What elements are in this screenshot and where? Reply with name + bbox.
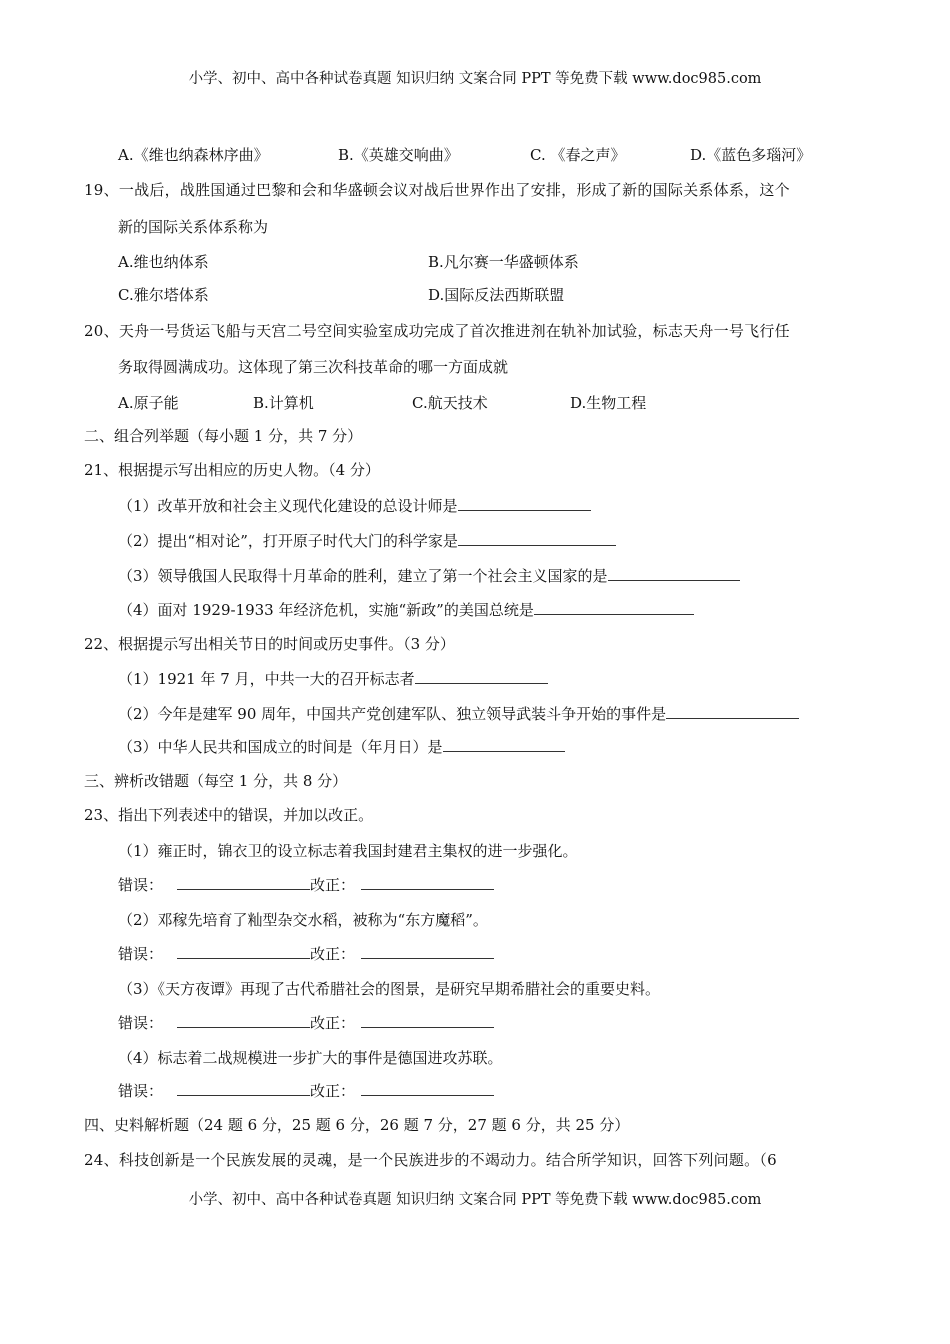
q23-title: 23、指出下列表述中的错误，并加以改正。	[84, 806, 374, 824]
fix-blank[interactable]	[361, 1013, 494, 1028]
answer-blank[interactable]	[458, 496, 591, 511]
error-label: 错误：	[118, 945, 164, 963]
fix-label: 改正：	[310, 945, 356, 963]
q21-item-4	[118, 600, 694, 620]
page-header: 小学、初中、高中各种试卷真题 知识归纳 文案合同 PPT 等免费下载 www.doc985.com	[188, 71, 762, 87]
fix-label: 改正：	[310, 1082, 356, 1100]
q21-item-2	[118, 531, 616, 551]
error-blank[interactable]	[177, 944, 310, 959]
q18-option-a: A.《维也纳森林序曲》	[118, 146, 269, 164]
q19-option-b: B.凡尔赛一华盛顿体系	[428, 253, 579, 271]
q19-stem: 19、一战后，战胜国通过巴黎和会和华盛顿会议对战后世界作出了安排，形成了新的国际关系体系，这个	[84, 181, 790, 199]
q21-item-1	[118, 496, 591, 516]
q23-answer-row-4	[118, 1081, 494, 1101]
fix-blank[interactable]	[361, 875, 494, 890]
q20-stem-cont: 务取得圆满成功。这体现了第三次科技革命的哪一方面成就	[118, 358, 509, 376]
answer-blank[interactable]	[608, 566, 740, 581]
q21-title: 21、根据提示写出相应的历史人物。（4 分）	[84, 461, 380, 479]
q19-option-c: C.雅尔塔体系	[118, 286, 209, 304]
q20-stem: 20、天舟一号货运飞船与天宫二号空间实验室成功完成了首次推进剂在轨补加试验，标志天舟一号飞行任	[84, 322, 790, 340]
page-footer: 小学、初中、高中各种试卷真题 知识归纳 文案合同 PPT 等免费下载 www.doc985.com	[188, 1192, 762, 1208]
q22-item-1	[118, 669, 548, 689]
q20-option-c: C.航天技术	[412, 394, 488, 412]
q22-item-3-text: （3）中华人民共和国成立的时间是（年月日）是	[118, 738, 443, 756]
q23-answer-row-2	[118, 944, 494, 964]
q22-item-2-text: （2）今年是建军 90 周年，中国共产党创建军队、独立领导武装斗争开始的事件是	[118, 705, 667, 723]
q19-option-a: A.维也纳体系	[118, 253, 209, 271]
q20-option-b: B.计算机	[253, 394, 314, 412]
q23-answer-row-3	[118, 1013, 494, 1033]
q18-option-c: C. 《春之声》	[530, 146, 626, 164]
q18-option-d: D.《蓝色多瑙河》	[690, 146, 812, 164]
q20-option-a: A.原子能	[118, 394, 179, 412]
q23-item-3: （3）《天方夜谭》再现了古代希腊社会的图景，是研究早期希腊社会的重要史料。	[118, 980, 661, 998]
q20-option-d: D.生物工程	[570, 394, 647, 412]
error-label: 错误：	[118, 876, 164, 894]
fix-label: 改正：	[310, 1014, 356, 1032]
q23-item-4: （4）标志着二战规模进一步扩大的事件是德国进攻苏联。	[118, 1049, 503, 1067]
fix-blank[interactable]	[361, 1081, 494, 1096]
q21-item-4-text: （4）面对 1929-1933 年经济危机，实施“新政”的美国总统是	[118, 601, 534, 619]
fix-label: 改正：	[310, 876, 356, 894]
answer-blank[interactable]	[666, 704, 799, 719]
q23-item-1: （1）雍正时，锦衣卫的设立标志着我国封建君主集权的进一步强化。	[118, 842, 578, 860]
section-3-heading: 三、辨析改错题（每空 1 分，共 8 分）	[84, 772, 348, 790]
fix-blank[interactable]	[361, 944, 494, 959]
q19-stem-cont: 新的国际关系体系称为	[118, 218, 269, 236]
q22-item-1-text: （1）1921 年 7 月，中共一大的召开标志者	[118, 670, 415, 688]
answer-blank[interactable]	[458, 531, 616, 546]
q23-item-2: （2）邓稼先培育了籼型杂交水稻，被称为“东方魔稻”。	[118, 911, 488, 929]
q18-option-b: B.《英雄交响曲》	[338, 146, 459, 164]
error-label: 错误：	[118, 1082, 164, 1100]
section-4-heading: 四、史料解析题（24 题 6 分，25 题 6 分，26 题 7 分，27 题 6 分，共 25 分）	[84, 1116, 630, 1134]
q21-item-3	[118, 566, 740, 586]
q21-item-3-text: （3）领导俄国人民取得十月革命的胜利，建立了第一个社会主义国家的是	[118, 567, 608, 585]
q23-answer-row-1	[118, 875, 494, 895]
q19-option-d: D.国际反法西斯联盟	[428, 286, 565, 304]
q22-item-2	[118, 704, 799, 724]
q21-item-1-text: （1）改革开放和社会主义现代化建设的总设计师是	[118, 497, 458, 515]
q21-item-2-text: （2）提出“相对论”，打开原子时代大门的科学家是	[118, 532, 458, 550]
section-2-heading: 二、组合列举题（每小题 1 分，共 7 分）	[84, 427, 363, 445]
q22-title: 22、根据提示写出相关节日的时间或历史事件。（3 分）	[84, 635, 455, 653]
q24-stem: 24、科技创新是一个民族发展的灵魂，是一个民族进步的不竭动力。结合所学知识，回答下列问题。（6	[84, 1151, 777, 1169]
answer-blank[interactable]	[534, 600, 694, 615]
error-blank[interactable]	[177, 875, 310, 890]
answer-blank[interactable]	[415, 669, 548, 684]
error-blank[interactable]	[177, 1013, 310, 1028]
q22-item-3	[118, 737, 565, 757]
answer-blank[interactable]	[443, 737, 565, 752]
error-blank[interactable]	[177, 1081, 310, 1096]
error-label: 错误：	[118, 1014, 164, 1032]
